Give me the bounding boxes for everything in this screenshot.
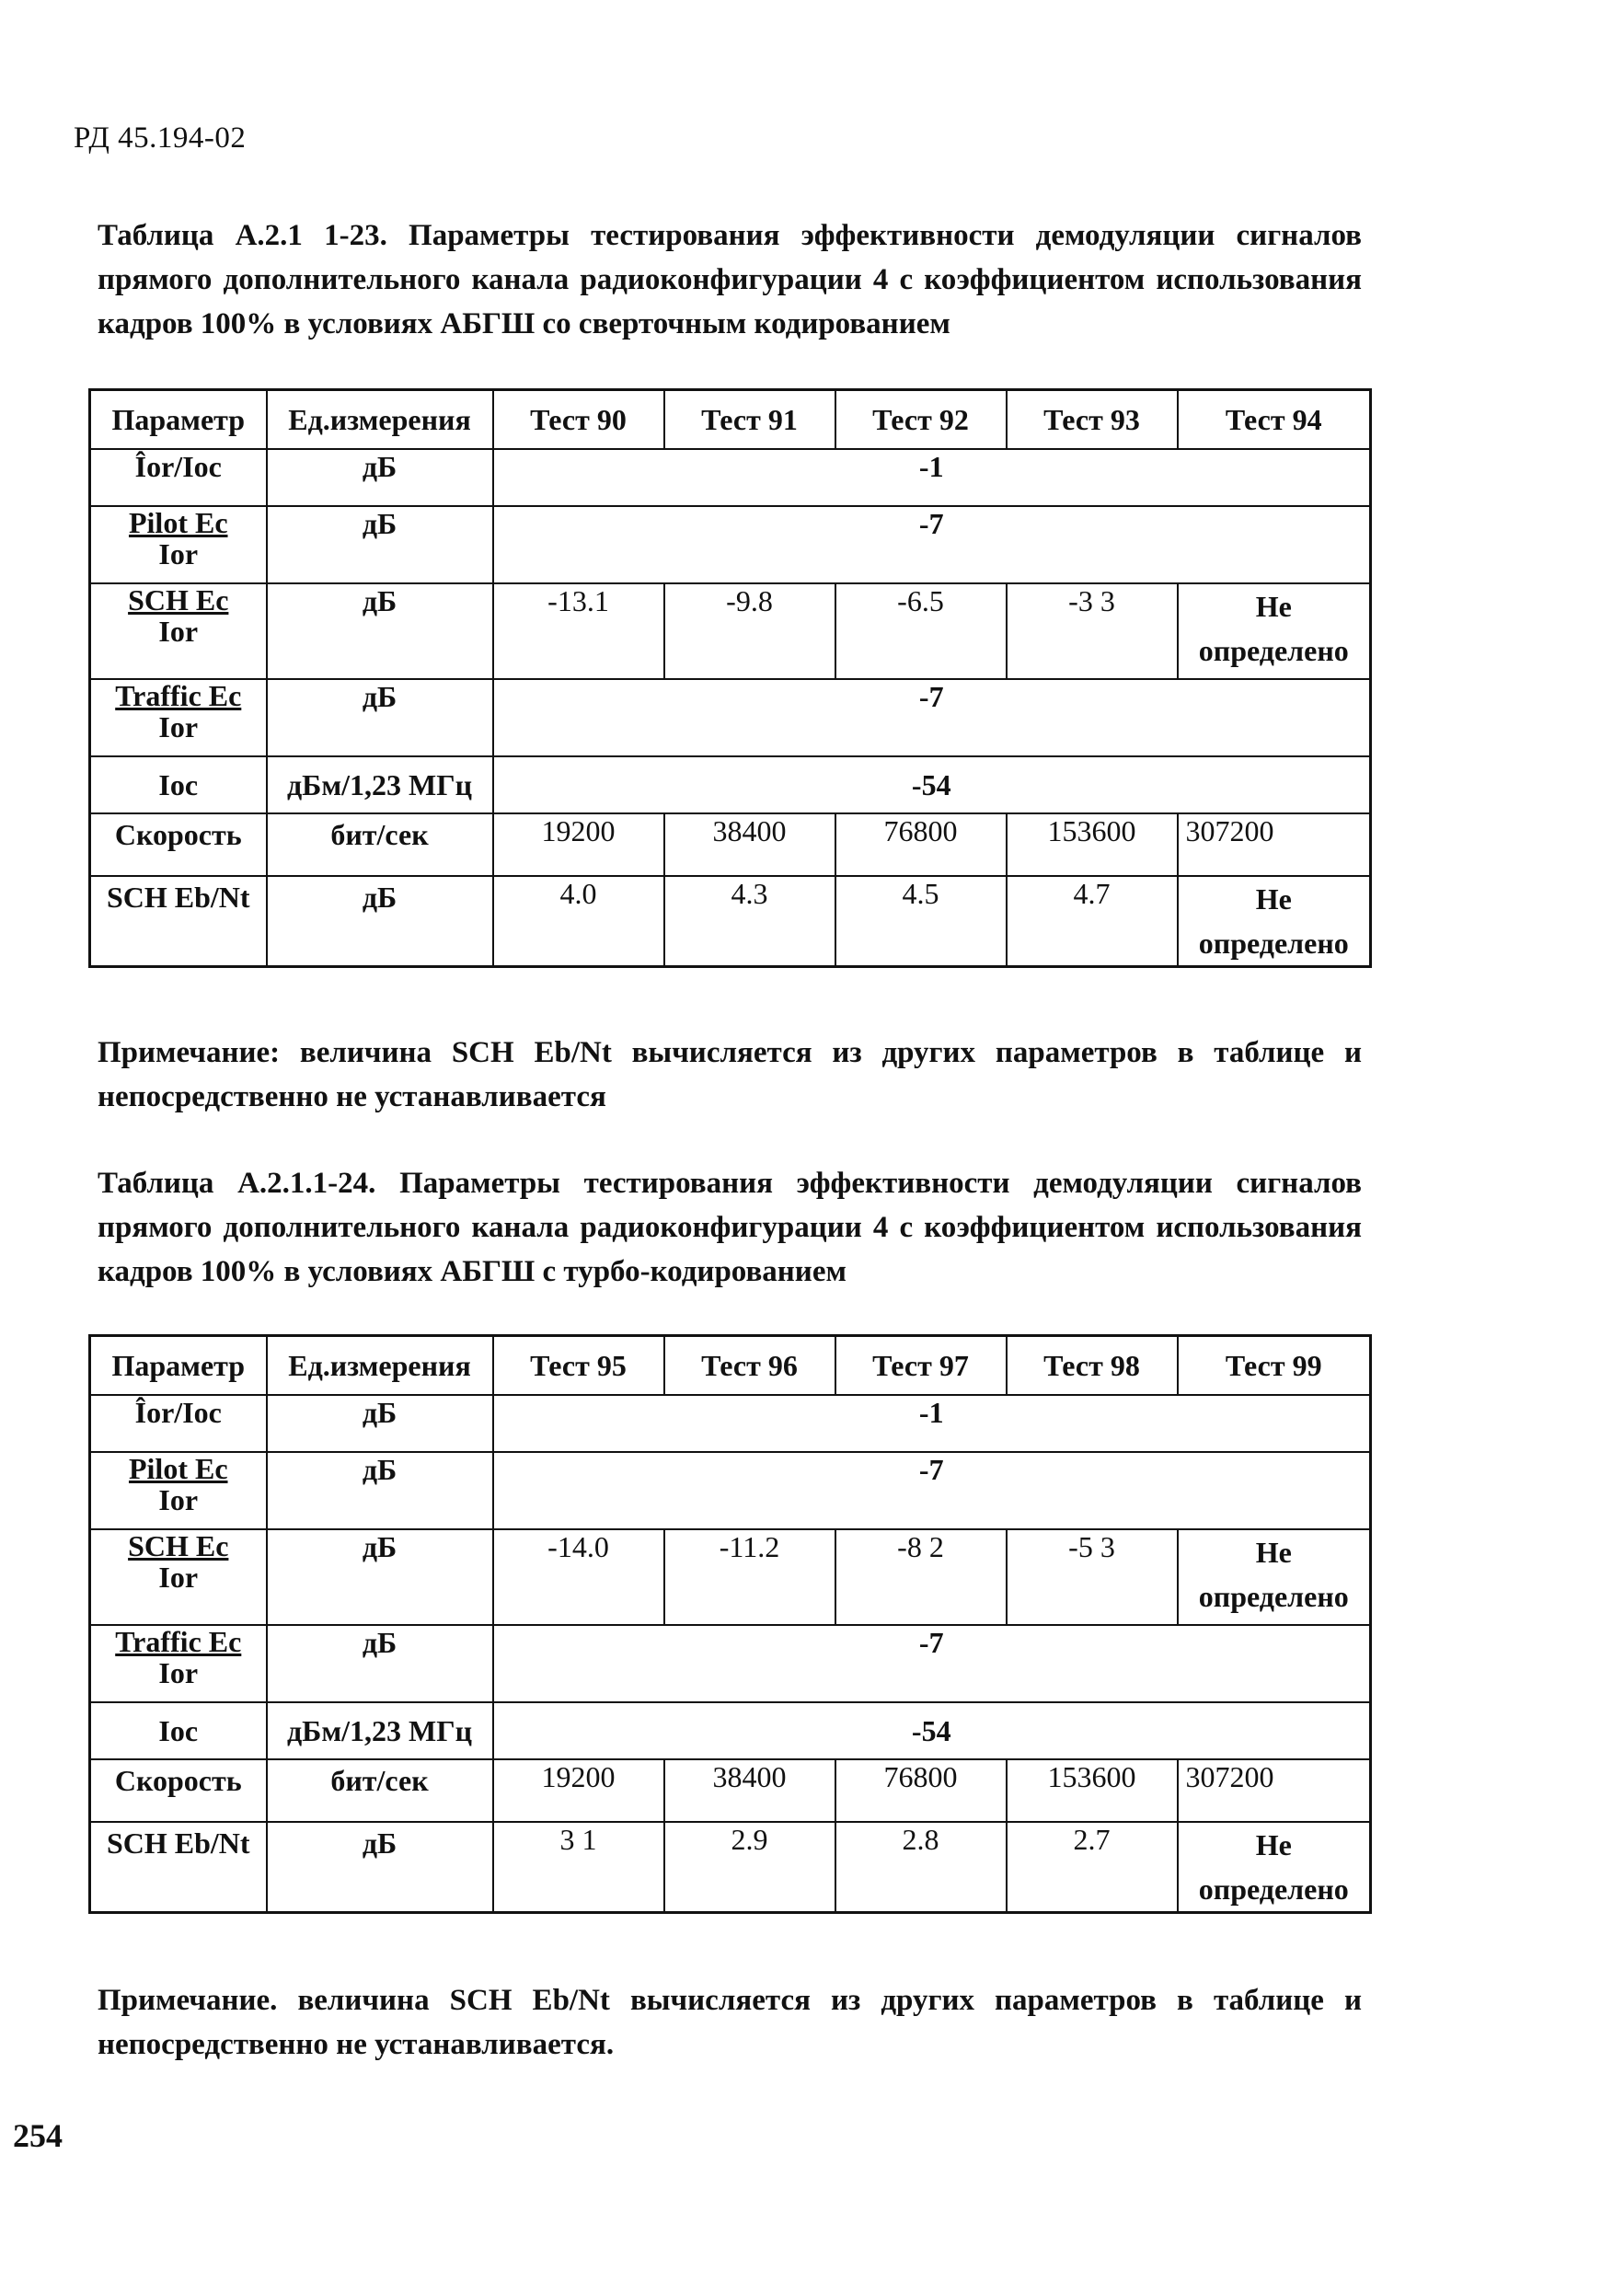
value-cell: Не определено — [1178, 876, 1371, 967]
param-cell — [90, 1452, 267, 1529]
header-parameter: Параметр — [90, 390, 267, 450]
param-numerator: Traffic Ec — [115, 1625, 242, 1658]
header-test: Тест 90 — [493, 390, 664, 450]
header-unit: Ед.измерения — [267, 390, 493, 450]
header-test: Тест 91 — [664, 390, 835, 450]
param-denominator: Ior — [158, 1483, 199, 1516]
unit-cell: дБ — [267, 1452, 493, 1529]
table-row — [90, 1625, 1371, 1702]
param-cell: Ioc — [90, 1702, 267, 1759]
header-test: Тест 95 — [493, 1336, 664, 1396]
param-cell: Îor/Ioc — [90, 1395, 267, 1452]
document-header: РД 45.194-02 — [74, 121, 247, 155]
header-test: Тест 94 — [1178, 390, 1371, 450]
value-cell: Не определено — [1178, 1822, 1371, 1913]
parameters-table-2 — [88, 1334, 1372, 1914]
value-cell: 76800 — [835, 1759, 1007, 1822]
param-numerator: Pilot Ec — [128, 506, 228, 539]
value-cell: 307200 — [1178, 813, 1371, 876]
header-test: Тест 93 — [1007, 390, 1178, 450]
param-denominator: Ior — [158, 537, 199, 570]
value-cell: -8 2 — [835, 1529, 1007, 1625]
value-cell: Не определено — [1178, 1529, 1371, 1625]
value-cell: -1 — [493, 1395, 1371, 1452]
value-cell: -54 — [493, 756, 1371, 813]
param-denominator: Ior — [158, 1561, 199, 1594]
unit-cell: дБ — [267, 679, 493, 756]
value-cell: -7 — [493, 1625, 1371, 1702]
table-row — [90, 1822, 1371, 1913]
table-row — [90, 1529, 1371, 1625]
value-cell: 2.7 — [1007, 1822, 1178, 1913]
header-test: Тест 92 — [835, 390, 1007, 450]
value-cell: -54 — [493, 1702, 1371, 1759]
value-cell: -3 3 — [1007, 583, 1178, 679]
param-numerator: Pilot Ec — [128, 1452, 228, 1485]
value-cell: 19200 — [493, 813, 664, 876]
value-cell: 307200 — [1178, 1759, 1371, 1822]
value-cell: -6.5 — [835, 583, 1007, 679]
param-numerator: SCH Ec — [128, 583, 229, 616]
unit-cell: дБ — [267, 449, 493, 506]
value-cell: 4.0 — [493, 876, 664, 967]
table-caption-2: Таблица А.2.1.1-24. Параметры тестирования эффективности демодуляции сигналов прямого дополнительного канала радиоконфигурации 4 с коэффициентом использования кадров 100% в условиях АБГШ с турбо-кодированием — [98, 1167, 1362, 1288]
header-test: Тест 99 — [1178, 1336, 1371, 1396]
value-cell: 4.7 — [1007, 876, 1178, 967]
param-cell: Îor/Ioc — [90, 449, 267, 506]
unit-cell: дБ — [267, 1822, 493, 1913]
unit-cell: дБ — [267, 583, 493, 679]
value-cell: 2.8 — [835, 1822, 1007, 1913]
param-cell: Ioc — [90, 756, 267, 813]
value-cell: 4.3 — [664, 876, 835, 967]
value-cell: 3 1 — [493, 1822, 664, 1913]
table-note-2: Примечание. величина SCH Eb/Nt вычисляется из других параметров в таблице и непосредственно не устанавливается. — [98, 1984, 1362, 2061]
value-cell: 4.5 — [835, 876, 1007, 967]
table-row — [90, 583, 1371, 679]
header-test: Тест 96 — [664, 1336, 835, 1396]
param-cell: SCH Eb/Nt — [90, 1822, 267, 1913]
unit-cell: дБ — [267, 1529, 493, 1625]
param-cell — [90, 1529, 267, 1625]
value-cell: 38400 — [664, 1759, 835, 1822]
table-row — [90, 813, 1371, 876]
unit-cell: дБ — [267, 1395, 493, 1452]
value-cell: 76800 — [835, 813, 1007, 876]
param-cell — [90, 679, 267, 756]
value-cell: 19200 — [493, 1759, 664, 1822]
table-row — [90, 449, 1371, 506]
table-row — [90, 1395, 1371, 1452]
unit-cell: дБ — [267, 876, 493, 967]
value-cell: -9.8 — [664, 583, 835, 679]
table-row — [90, 506, 1371, 583]
param-cell: Скорость — [90, 813, 267, 876]
header-test: Тест 97 — [835, 1336, 1007, 1396]
value-cell: -5 3 — [1007, 1529, 1178, 1625]
value-cell: -13.1 — [493, 583, 664, 679]
value-cell: 2.9 — [664, 1822, 835, 1913]
unit-cell: дБ — [267, 1625, 493, 1702]
value-cell: -11.2 — [664, 1529, 835, 1625]
value-cell: 153600 — [1007, 813, 1178, 876]
value-cell: 153600 — [1007, 1759, 1178, 1822]
table-note-1: Примечание: величина SCH Eb/Nt вычисляется из других параметров в таблице и непосредственно не устанавливается — [98, 1036, 1362, 1113]
value-cell: -7 — [493, 679, 1371, 756]
table-row — [90, 1702, 1371, 1759]
unit-cell: дБ — [267, 506, 493, 583]
value-cell: 38400 — [664, 813, 835, 876]
param-cell: Скорость — [90, 1759, 267, 1822]
param-cell — [90, 506, 267, 583]
parameters-table-1 — [88, 388, 1372, 968]
header-unit: Ед.измерения — [267, 1336, 493, 1396]
table-header-row — [90, 390, 1371, 450]
header-test: Тест 98 — [1007, 1336, 1178, 1396]
table-row — [90, 876, 1371, 967]
value-cell: -1 — [493, 449, 1371, 506]
param-numerator: SCH Ec — [128, 1529, 229, 1562]
table-row — [90, 1759, 1371, 1822]
value-cell: -7 — [493, 1452, 1371, 1529]
table-row — [90, 1452, 1371, 1529]
table-caption-1: Таблица А.2.1 1-23. Параметры тестирования эффективности демодуляции сигналов прямого дополнительного канала радиоконфигурации 4 с коэффициентом использования кадров 100% в условиях АБГШ со сверточным кодированием — [98, 219, 1362, 340]
param-denominator: Ior — [158, 615, 199, 648]
header-parameter: Параметр — [90, 1336, 267, 1396]
unit-cell: дБм/1,23 МГц — [267, 756, 493, 813]
param-cell — [90, 1625, 267, 1702]
unit-cell: бит/сек — [267, 1759, 493, 1822]
value-cell: Не определено — [1178, 583, 1371, 679]
table-row — [90, 679, 1371, 756]
param-cell — [90, 583, 267, 679]
unit-cell: бит/сек — [267, 813, 493, 876]
value-cell: -7 — [493, 506, 1371, 583]
table-row — [90, 756, 1371, 813]
param-denominator: Ior — [158, 710, 199, 743]
param-denominator: Ior — [158, 1656, 199, 1689]
param-cell: SCH Eb/Nt — [90, 876, 267, 967]
page-number: 254 — [13, 2117, 63, 2154]
value-cell: -14.0 — [493, 1529, 664, 1625]
param-numerator: Traffic Ec — [115, 679, 242, 712]
unit-cell: дБм/1,23 МГц — [267, 1702, 493, 1759]
table-header-row — [90, 1336, 1371, 1396]
